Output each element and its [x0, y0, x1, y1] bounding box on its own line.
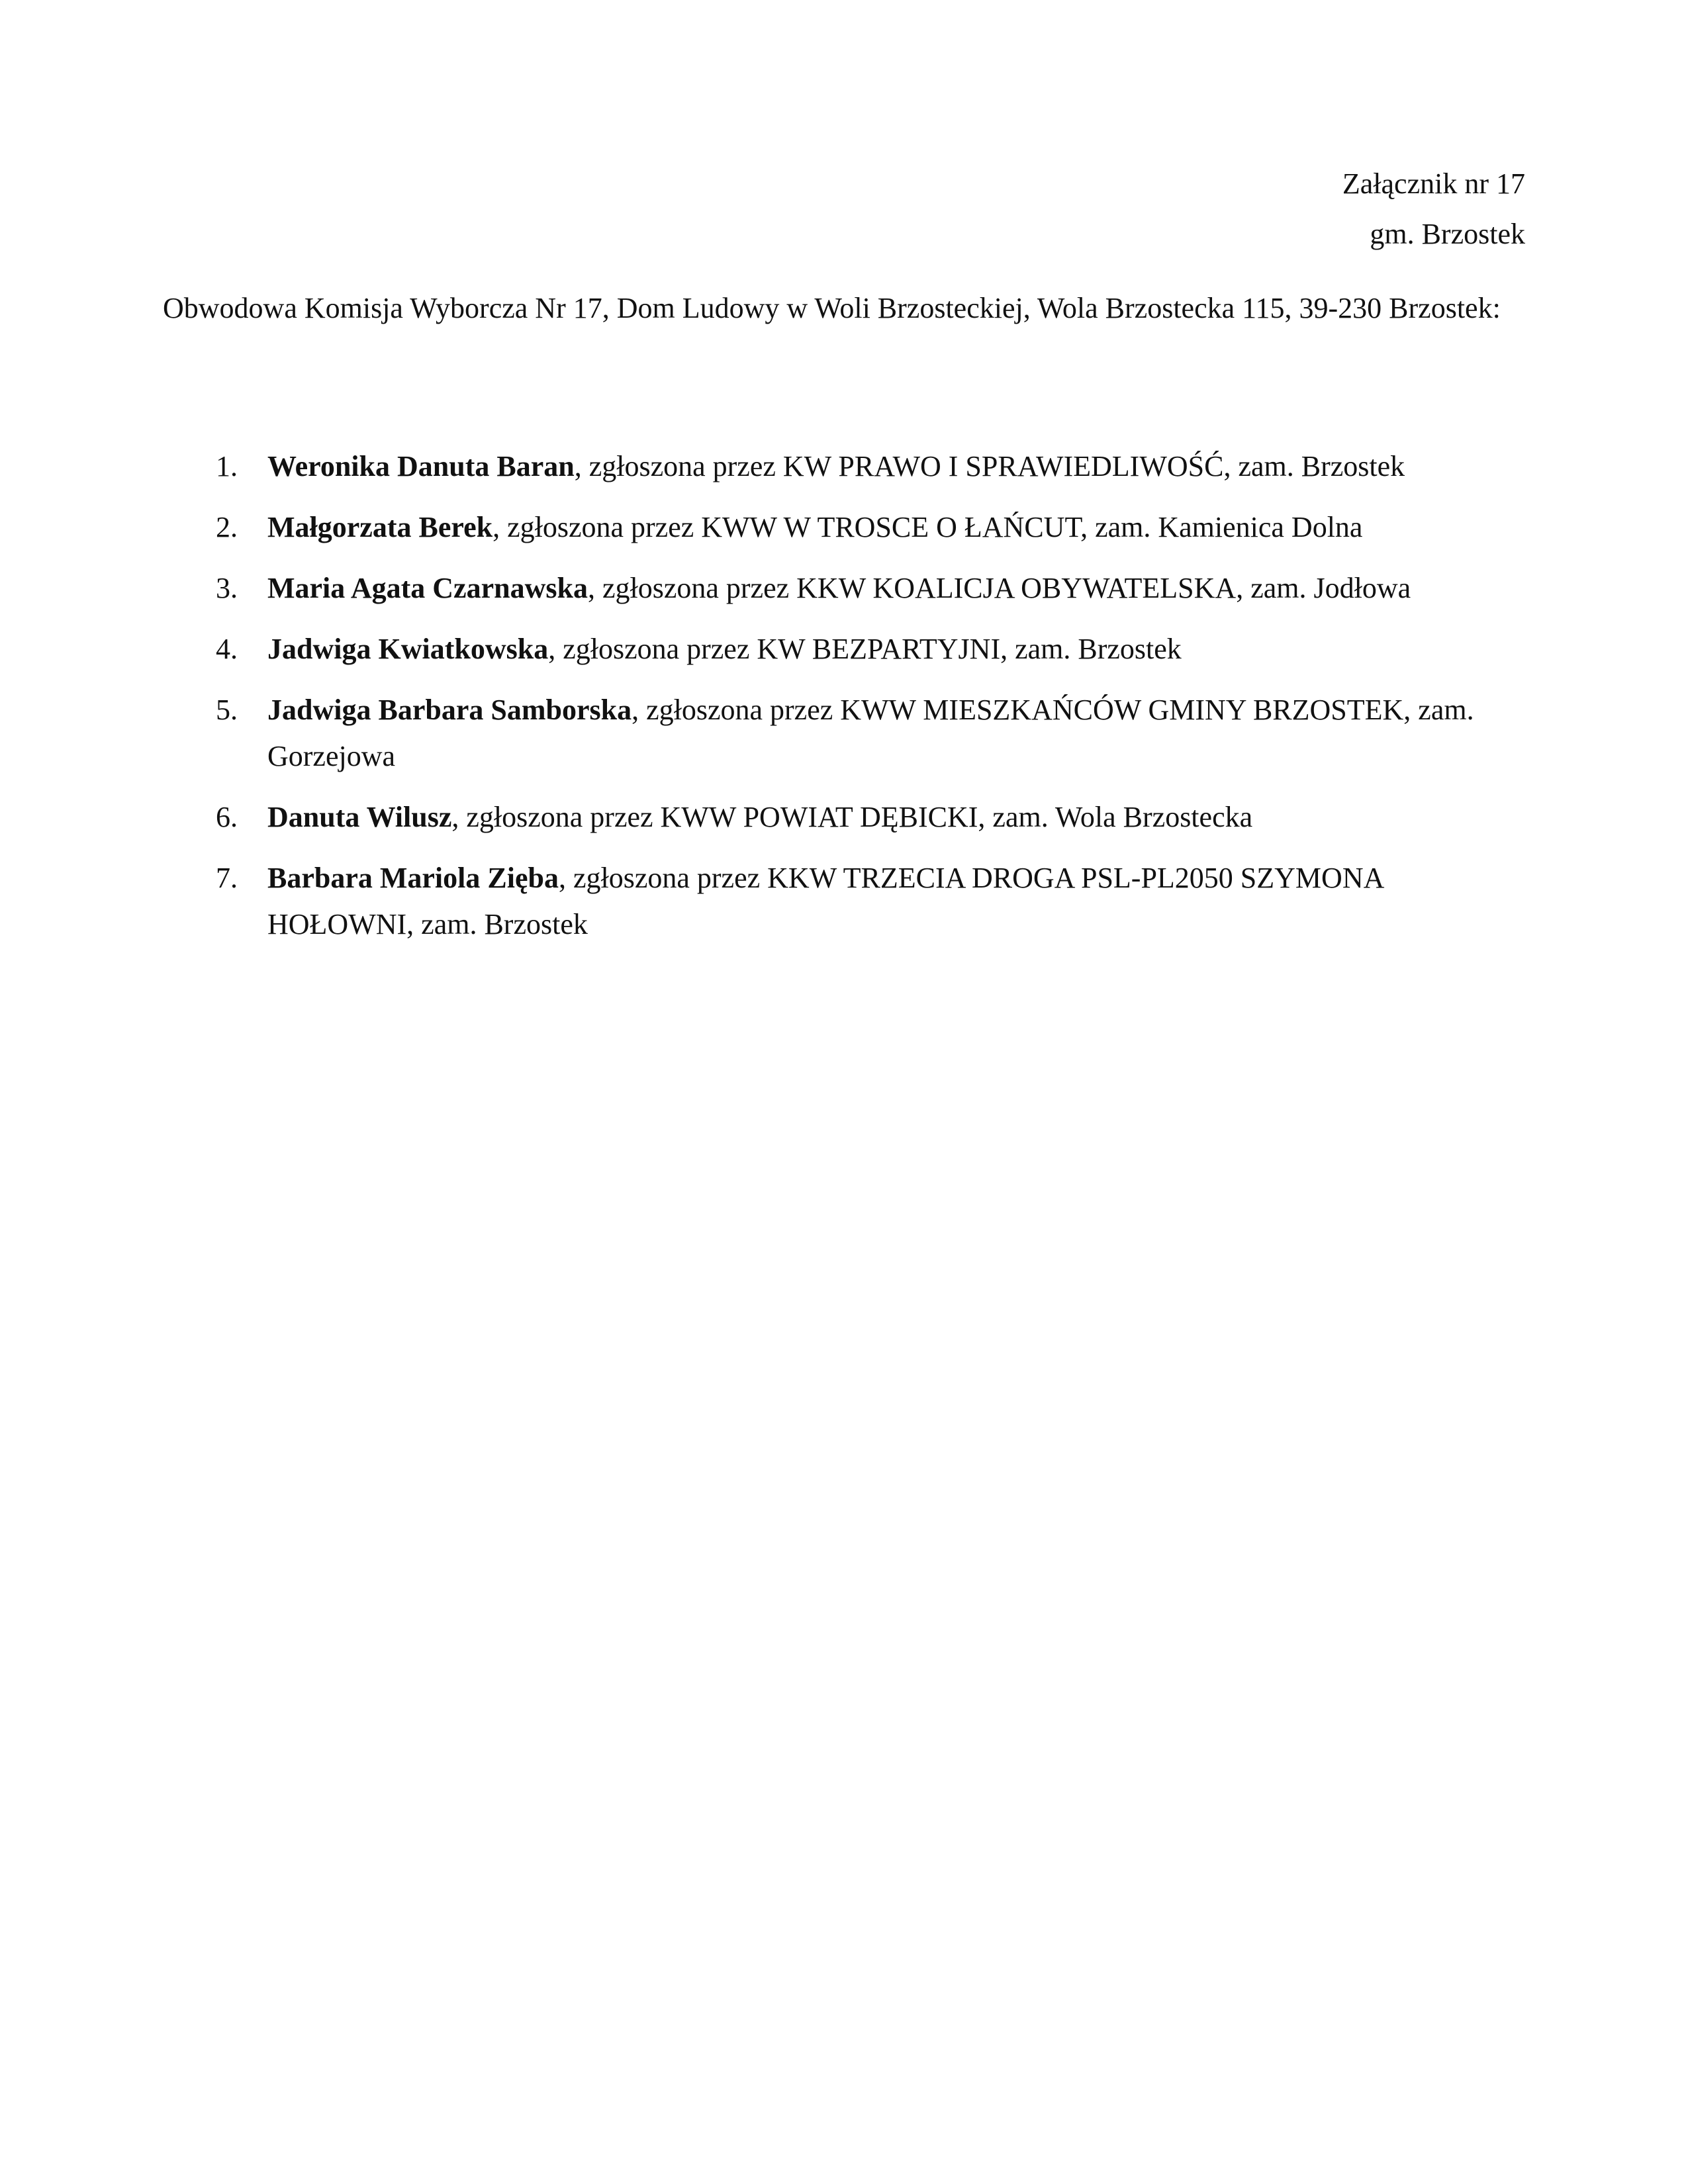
member-name: Danuta Wilusz	[267, 801, 452, 833]
attachment-header	[1342, 159, 1525, 259]
member-list	[163, 443, 1526, 962]
member-details: , zgłoszona przez KWW POWIAT DĘBICKI, zam. Wola Brzostecka	[451, 801, 1253, 833]
item-number: 7.	[216, 862, 238, 894]
municipality-name: gm. Brzostek	[1370, 218, 1525, 250]
member-name: Weronika Danuta Baran	[267, 450, 575, 482]
member-name: Jadwiga Kwiatkowska	[267, 633, 549, 665]
list-item	[163, 687, 1526, 780]
member-details: , zgłoszona przez KWW MIESZKAŃCÓW GMINY BRZOSTEK, zam. Gorzejowa	[267, 694, 1474, 772]
list-item	[163, 794, 1526, 841]
list-item	[163, 855, 1526, 948]
commission-intro: Obwodowa Komisja Wyborcza Nr 17, Dom Ludowy w Woli Brzosteckiej, Wola Brzostecka 115, 39-230 Brzostek:	[163, 292, 1501, 324]
list-item	[163, 504, 1526, 551]
member-name: Maria Agata Czarnawska	[267, 572, 588, 604]
list-item	[163, 565, 1526, 612]
member-name: Barbara Mariola Zięba	[267, 862, 559, 894]
member-details: , zgłoszona przez KWW W TROSCE O ŁAŃCUT, zam. Kamienica Dolna	[492, 511, 1363, 543]
member-details: , zgłoszona przez KKW KOALICJA OBYWATELSKA, zam. Jodłowa	[587, 572, 1411, 604]
item-number: 1.	[216, 450, 238, 482]
item-number: 5.	[216, 694, 238, 726]
member-details: , zgłoszona przez KW BEZPARTYJNI, zam. Brzostek	[548, 633, 1182, 665]
member-name: Jadwiga Barbara Samborska	[267, 694, 632, 726]
list-item	[163, 626, 1526, 672]
item-number: 3.	[216, 572, 238, 604]
list-item	[163, 443, 1526, 490]
item-number: 2.	[216, 511, 238, 543]
member-details: , zgłoszona przez KKW TRZECIA DROGA PSL-PL2050 SZYMONA HOŁOWNI, zam. Brzostek	[267, 862, 1383, 940]
member-details: , zgłoszona przez KW PRAWO I SPRAWIEDLIWOŚĆ, zam. Brzostek	[574, 450, 1405, 482]
item-number: 4.	[216, 633, 238, 665]
item-number: 6.	[216, 801, 238, 833]
attachment-number: Załącznik nr 17	[1342, 167, 1525, 200]
member-name: Małgorzata Berek	[267, 511, 493, 543]
